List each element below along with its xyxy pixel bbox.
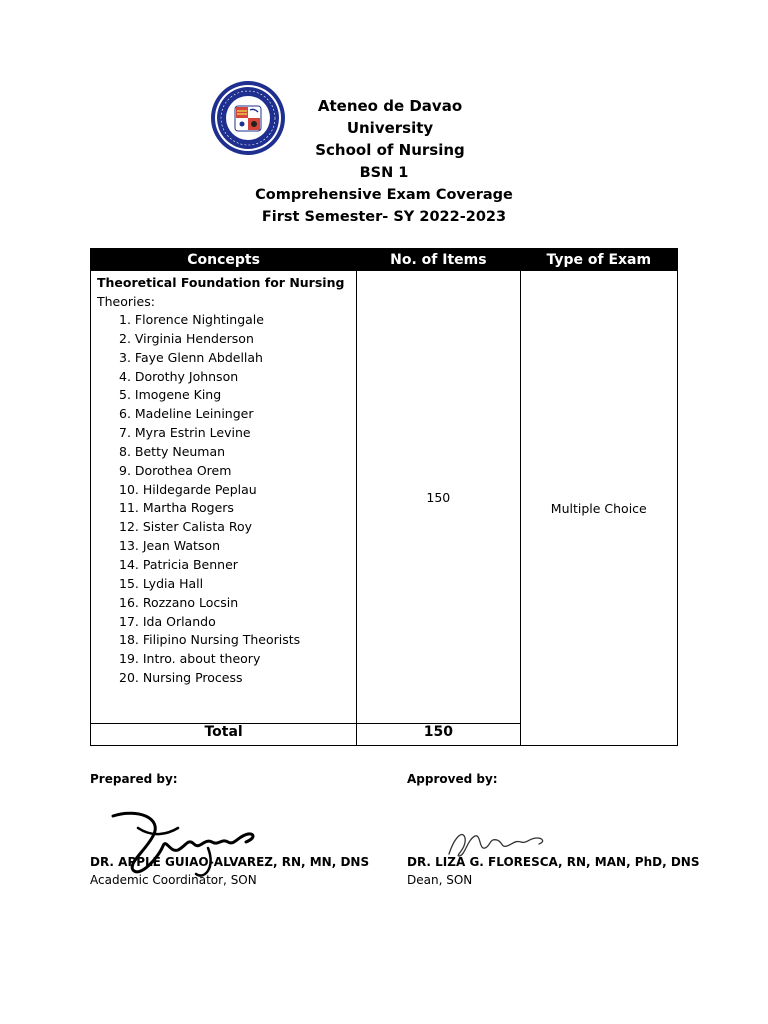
- prepared-by-name: DR. APPLE GUIAO-ALVAREZ, RN, MN, DNS: [90, 855, 370, 869]
- total-value: 150: [357, 724, 520, 746]
- approved-by-name: DR. LIZA G. FLORESCA, RN, MAN, PhD, DNS: [407, 855, 700, 869]
- exam-coverage-table: [90, 248, 678, 746]
- exam-type-cell: Multiple Choice: [520, 271, 677, 746]
- list-item: 11. Martha Rogers: [119, 500, 234, 516]
- list-item: 5. Imogene King: [119, 387, 222, 403]
- header-type-of-exam: Type of Exam: [520, 249, 677, 271]
- prepared-by-role: Academic Coordinator, SON: [90, 873, 257, 887]
- document-titles: [0, 162, 768, 228]
- list-item: 6. Madeline Leininger: [119, 406, 254, 422]
- theories-subheading: Theories:: [97, 294, 155, 309]
- semester-title: First Semester- SY 2022-2023: [261, 209, 507, 225]
- list-item: 14. Patricia Benner: [119, 556, 238, 572]
- university-header: [290, 95, 490, 161]
- list-item: 13. Jean Watson: [119, 538, 220, 554]
- list-item: 10. Hildegarde Peplau: [119, 481, 257, 497]
- list-item: 17. Ida Orlando: [119, 613, 216, 629]
- section-title: Theoretical Foundation for Nursing: [97, 275, 345, 290]
- list-item: 2. Virginia Henderson: [119, 330, 254, 346]
- list-item: 12. Sister Calista Roy: [119, 519, 253, 535]
- total-label: Total: [91, 724, 357, 746]
- approved-by-role: Dean, SON: [407, 873, 473, 887]
- list-item: 8. Betty Neuman: [119, 443, 226, 459]
- university-seal-logo: [210, 80, 286, 156]
- document-title: Comprehensive Exam Coverage: [255, 187, 513, 203]
- table-header-row: [91, 249, 678, 271]
- prepared-by-label: Prepared by:: [90, 772, 178, 786]
- header-no-of-items: No. of Items: [357, 249, 520, 271]
- table-row: [91, 271, 678, 724]
- list-item: 4. Dorothy Johnson: [119, 368, 239, 384]
- school-name: School of Nursing: [315, 141, 465, 159]
- list-item: 9. Dorothea Orem: [119, 462, 232, 478]
- list-item: 15. Lydia Hall: [119, 575, 204, 591]
- program-title: BSN 1: [359, 165, 409, 181]
- list-item: 19. Intro. about theory: [119, 651, 261, 667]
- header-concepts: Concepts: [91, 249, 357, 271]
- concepts-cell: [91, 271, 357, 724]
- list-item: 3. Faye Glenn Abdellah: [119, 349, 263, 365]
- theorist-list: [97, 311, 350, 688]
- university-name: Ateneo de Davao University: [317, 97, 463, 137]
- list-item: 1. Florence Nightingale: [119, 312, 264, 327]
- list-item: 18. Filipino Nursing Theorists: [119, 632, 301, 648]
- items-count-cell: 150: [357, 271, 520, 724]
- list-item: 20. Nursing Process: [119, 670, 243, 686]
- approved-by-label: Approved by:: [407, 772, 498, 786]
- list-item: 16. Rozzano Locsin: [119, 594, 239, 610]
- list-item: 7. Myra Estrin Levine: [119, 425, 251, 441]
